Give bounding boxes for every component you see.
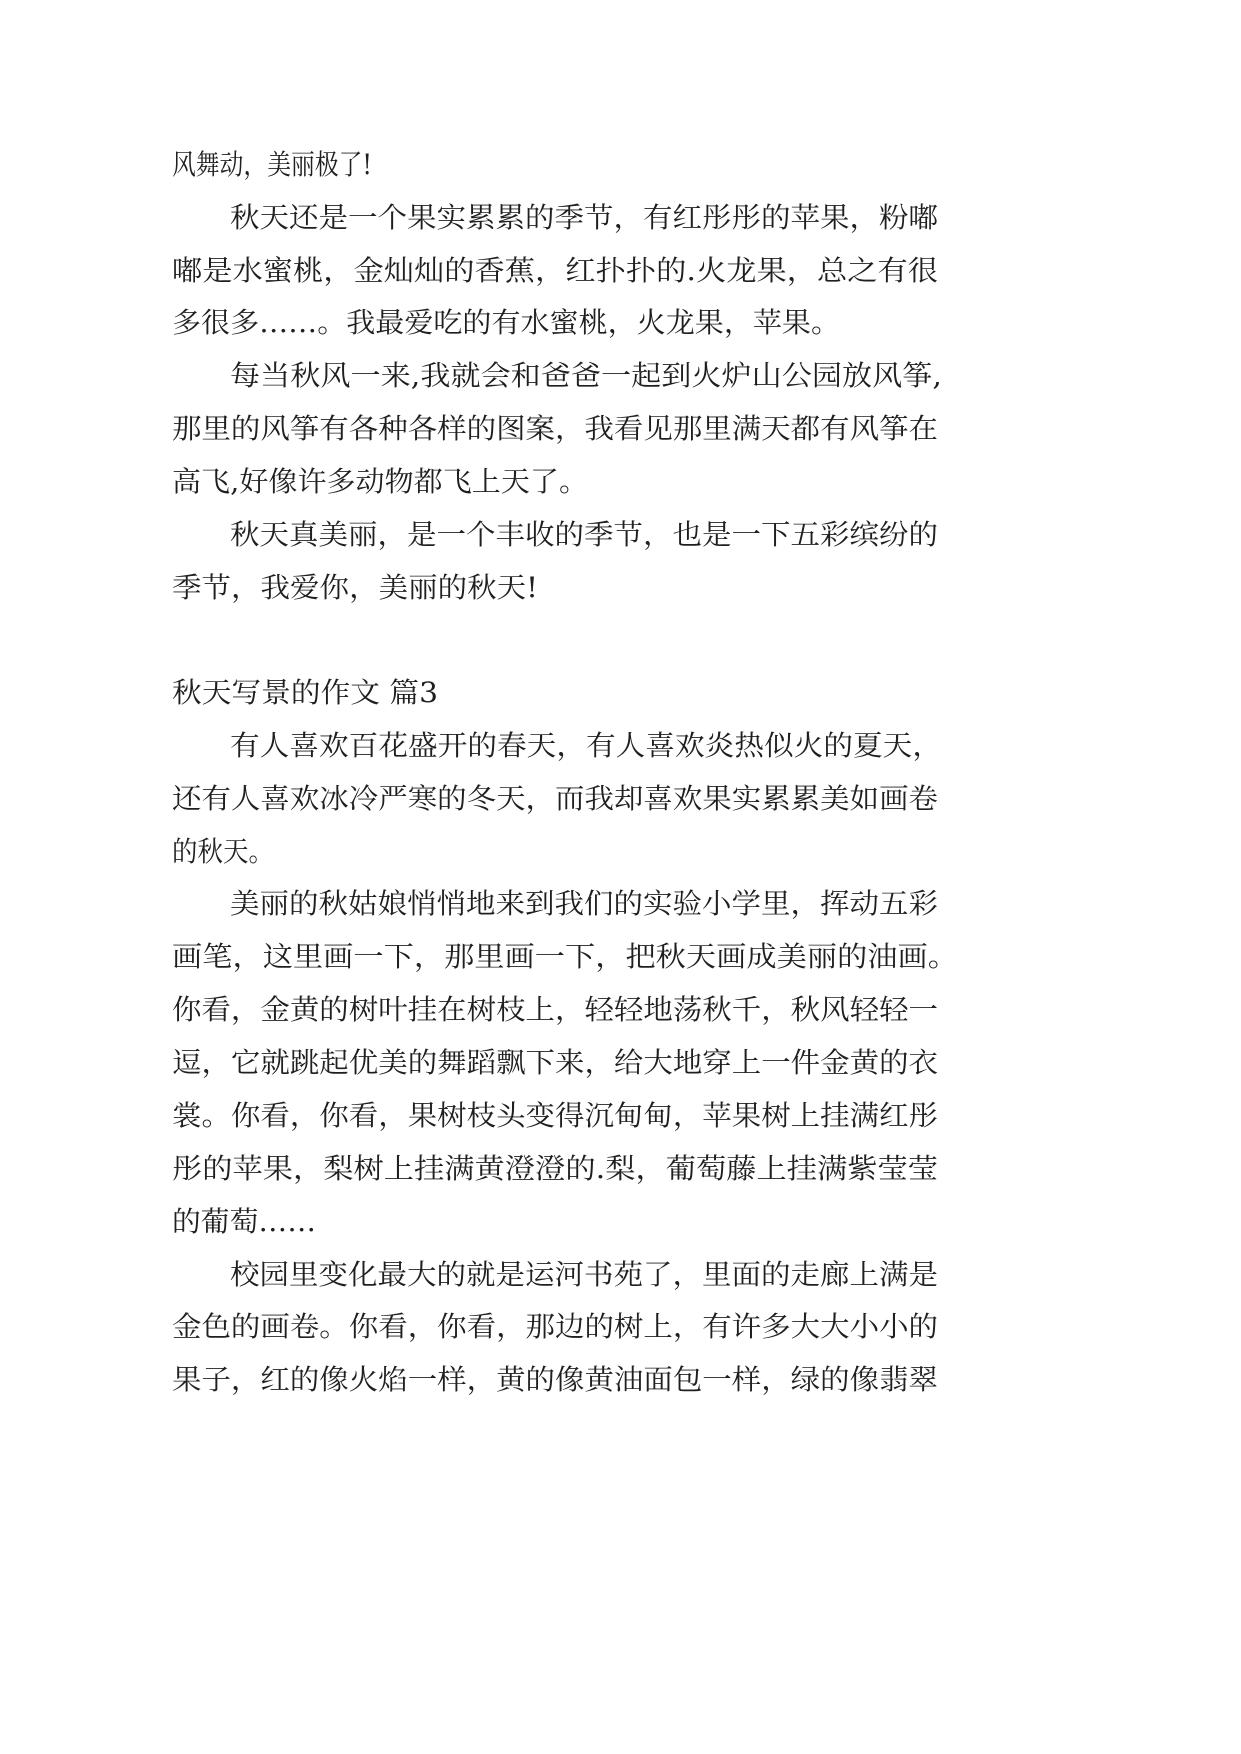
paragraph-line: 逗，它就跳起优美的舞蹈飘下来，给大地穿上一件金黄的衣: [172, 1046, 938, 1079]
paragraph-line: 的葡萄……: [172, 1205, 316, 1238]
paragraph-continuation: 风舞动，美丽极了!: [172, 148, 372, 181]
paragraph-line: 果子，红的像火焰一样，黄的像黄油面包一样，绿的像翡翠: [172, 1363, 938, 1396]
text-line: [172, 568, 538, 608]
paragraph-line: 每当秋风一来,我就会和爸爸一起到火炉山公园放风筝,: [230, 359, 942, 392]
text-line: [230, 515, 938, 555]
text-line: [172, 1043, 938, 1083]
text-line: [172, 1149, 938, 1189]
text-line: [172, 462, 588, 502]
paragraph-line: 秋天真美丽，是一个丰收的季节，也是一下五彩缤纷的: [230, 518, 938, 551]
paragraph-line: 嘟是水蜜桃，金灿灿的香蕉，红扑扑的.火龙果，总之有很: [172, 254, 938, 287]
paragraph-line: 画笔，这里画一下，那里画一下，把秋天画成美丽的油画。: [172, 940, 958, 973]
text-line: [172, 303, 840, 343]
paragraph-line: 多很多……。我最爱吃的有水蜜桃，火龙果，苹果。: [172, 306, 840, 339]
paragraph-line: 美丽的秋姑娘悄悄地来到我们的实验小学里，挥动五彩: [230, 887, 938, 920]
paragraph-line: 那里的风筝有各种各样的图案，我看见那里满天都有风筝在: [172, 412, 938, 445]
text-line: [172, 779, 938, 819]
text-line: [172, 409, 938, 449]
text-line: [172, 145, 407, 185]
paragraph-line: 金色的画卷。你看，你看，那边的树上，有许多大大小小的: [172, 1310, 938, 1343]
text-line: [172, 1307, 938, 1347]
text-line: [230, 356, 942, 396]
text-line: [172, 673, 438, 713]
paragraph-line: 裳。你看，你看，果树枝头变得沉甸甸，苹果树上挂满红彤: [172, 1099, 938, 1132]
paragraph-line: 季节，我爱你，美丽的秋天!: [172, 571, 538, 604]
text-line: [230, 884, 938, 924]
paragraph-line: 还有人喜欢冰冷严寒的冬天，而我却喜欢果实累累美如画卷: [172, 782, 938, 815]
paragraph-line: 的秋天。: [172, 835, 274, 868]
paragraph-line: 校园里变化最大的就是运河书苑了，里面的走廊上满是: [230, 1258, 938, 1291]
text-line: [172, 1096, 938, 1136]
text-line: [230, 1255, 938, 1295]
text-line: [172, 1360, 938, 1400]
text-line: [230, 726, 942, 766]
text-line: [230, 198, 938, 238]
paragraph-line: 彤的苹果，梨树上挂满黄澄澄的.梨，葡萄藤上挂满紫莹莹: [172, 1152, 938, 1185]
text-line: [172, 1202, 316, 1242]
text-line: [172, 990, 938, 1030]
text-line: [172, 832, 284, 872]
paragraph-line: 你看，金黄的树叶挂在树枝上，轻轻地荡秋千，秋风轻轻一: [172, 993, 938, 1026]
text-line: [172, 937, 958, 977]
text-line: [172, 251, 938, 291]
paragraph-line: 高飞,好像许多动物都飞上天了。: [172, 465, 588, 498]
paragraph-line: 有人喜欢百花盛开的春天，有人喜欢炎热似火的夏天，: [230, 729, 942, 762]
paragraph-line: 秋天还是一个果实累累的季节，有红彤彤的苹果，粉嘟: [230, 201, 938, 234]
section-heading: 秋天写景的作文 篇3: [172, 676, 438, 709]
